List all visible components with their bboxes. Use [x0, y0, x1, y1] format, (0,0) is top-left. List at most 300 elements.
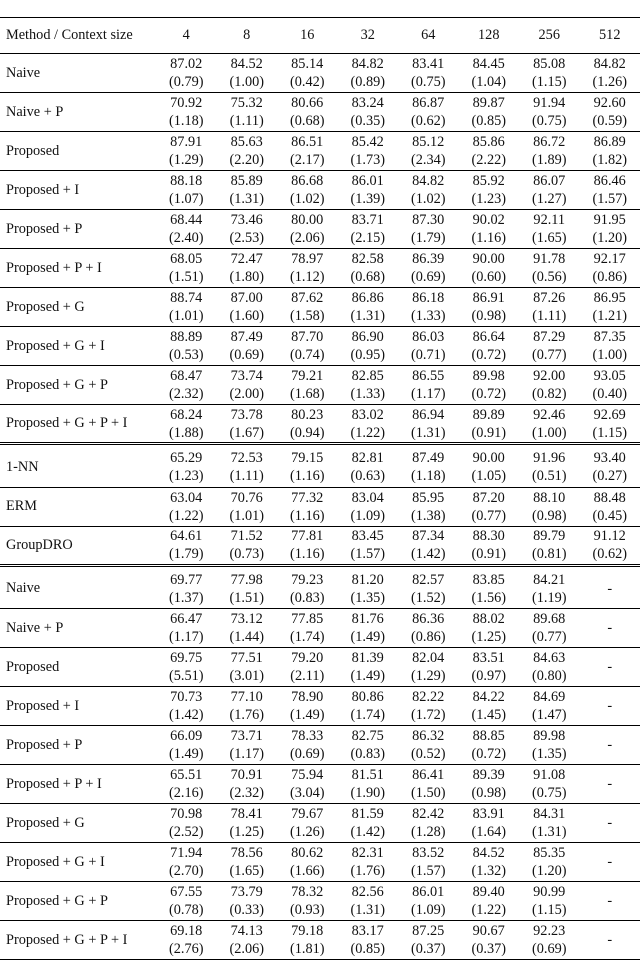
mean-accuracy: 75.32: [230, 95, 263, 111]
result-cell: [338, 448, 399, 487]
mean-accuracy: 82.22: [412, 689, 445, 705]
mean-accuracy: 91.78: [533, 251, 566, 267]
std-deviation: (0.42): [289, 74, 325, 90]
table-row: [0, 609, 640, 648]
table-row: [0, 327, 640, 366]
std-deviation: (1.11): [229, 468, 264, 485]
mean-accuracy: 86.07: [533, 173, 566, 189]
mean-accuracy: 84.52: [230, 56, 263, 72]
result-cell: [519, 210, 580, 249]
result-cell: [519, 171, 580, 210]
result-cell: [217, 921, 278, 960]
result-cell: [519, 93, 580, 132]
result-cell: [277, 921, 338, 960]
std-deviation: (0.89): [350, 74, 386, 90]
std-deviation: (1.25): [471, 629, 507, 645]
result-cell: [519, 405, 580, 444]
result-cell: [459, 526, 520, 565]
mean-accuracy: 82.04: [412, 650, 445, 666]
result-cell: [277, 249, 338, 288]
result-cell: [156, 804, 217, 843]
table-row: [0, 210, 640, 249]
mean-accuracy: 78.56: [230, 845, 263, 861]
method-name: Naive: [0, 570, 156, 609]
mean-accuracy: 82.81: [351, 450, 384, 467]
std-deviation: (2.32): [229, 785, 265, 801]
mean-accuracy: 79.18: [291, 923, 324, 939]
result-cell: [217, 171, 278, 210]
std-deviation: (0.53): [168, 347, 204, 363]
result-cell: [459, 765, 520, 804]
std-deviation: (1.74): [289, 629, 325, 645]
std-deviation: (0.80): [531, 668, 567, 684]
result-cell: [519, 570, 580, 609]
std-deviation: (1.01): [168, 308, 204, 324]
result-cell: [338, 921, 399, 960]
mean-accuracy: -: [607, 776, 613, 792]
std-deviation: (1.44): [229, 629, 265, 645]
result-cell: [398, 210, 459, 249]
mean-accuracy: 69.18: [170, 923, 203, 939]
mean-accuracy: 73.78: [230, 406, 263, 423]
mean-accuracy: 70.76: [230, 489, 263, 506]
result-cell: [338, 726, 399, 765]
std-deviation: (1.89): [531, 152, 567, 168]
std-deviation: (1.79): [168, 546, 204, 562]
mean-accuracy: 86.68: [291, 173, 324, 189]
result-cell: [277, 687, 338, 726]
mean-accuracy: 84.82: [351, 56, 384, 72]
mean-accuracy: 92.60: [593, 95, 626, 111]
result-cell: [459, 726, 520, 765]
context-size-header: 512: [580, 18, 640, 54]
std-deviation: (2.11): [290, 668, 325, 684]
mean-accuracy: 80.86: [351, 689, 384, 705]
mean-accuracy: 89.98: [472, 368, 505, 384]
result-cell: [459, 448, 520, 487]
std-deviation: (0.56): [531, 269, 567, 285]
mean-accuracy: 86.64: [472, 329, 505, 345]
mean-accuracy: 71.94: [170, 845, 203, 861]
mean-accuracy: 86.91: [472, 290, 505, 306]
std-deviation: (1.29): [168, 152, 204, 168]
std-deviation: (1.33): [410, 308, 446, 324]
result-cell: [156, 132, 217, 171]
method-name: Proposed + I: [0, 687, 156, 726]
std-deviation: (1.09): [350, 507, 386, 524]
std-deviation: (1.02): [289, 191, 325, 207]
std-deviation: (1.21): [592, 308, 628, 324]
result-cell: [519, 648, 580, 687]
result-cell: [217, 132, 278, 171]
table-row: [0, 648, 640, 687]
result-cell: [217, 843, 278, 882]
mean-accuracy: 81.76: [351, 611, 384, 627]
table-row: [0, 487, 640, 526]
mean-accuracy: 64.61: [170, 528, 203, 544]
result-cell: [338, 210, 399, 249]
mean-accuracy: 87.29: [533, 329, 566, 345]
mean-accuracy: 91.12: [593, 528, 626, 544]
mean-accuracy: 87.25: [412, 923, 445, 939]
mean-accuracy: 86.01: [412, 884, 445, 900]
std-deviation: (1.58): [289, 308, 325, 324]
mean-accuracy: 82.31: [351, 845, 384, 861]
mean-accuracy: 90.00: [472, 450, 505, 467]
method-name: Proposed + G + P + I: [0, 405, 156, 444]
result-cell: [338, 648, 399, 687]
result-cell: [398, 487, 459, 526]
result-cell: [459, 648, 520, 687]
std-deviation: (1.65): [229, 863, 265, 879]
std-deviation: (0.86): [410, 629, 446, 645]
mean-accuracy: 90.67: [472, 923, 505, 939]
result-cell: [580, 288, 640, 327]
mean-accuracy: 86.46: [593, 173, 626, 189]
result-cell: [156, 210, 217, 249]
result-cell: [580, 448, 640, 487]
method-name: Proposed + G: [0, 804, 156, 843]
table-group: [0, 54, 640, 444]
result-cell: [459, 210, 520, 249]
mean-accuracy: 92.69: [593, 406, 626, 423]
result-cell: [580, 132, 640, 171]
std-deviation: (0.83): [289, 589, 325, 606]
std-deviation: (0.62): [592, 546, 628, 562]
mean-accuracy: 83.04: [351, 489, 384, 506]
result-cell: [338, 54, 399, 93]
mean-accuracy: 81.51: [351, 767, 384, 783]
result-cell: [217, 54, 278, 93]
table-row: [0, 804, 640, 843]
mean-accuracy: 77.81: [291, 528, 324, 544]
std-deviation: (1.81): [289, 941, 325, 957]
result-cell: [277, 327, 338, 366]
std-deviation: (1.68): [289, 386, 325, 402]
mean-accuracy: 86.94: [412, 406, 445, 423]
result-cell: [277, 54, 338, 93]
result-cell: [277, 843, 338, 882]
std-deviation: (0.75): [531, 785, 567, 801]
result-cell: [580, 93, 640, 132]
mean-accuracy: 69.77: [170, 571, 203, 588]
mean-accuracy: 89.39: [472, 767, 505, 783]
result-cell: [277, 765, 338, 804]
std-deviation: (0.37): [410, 941, 446, 957]
std-deviation: (0.97): [471, 668, 507, 684]
result-cell: [217, 648, 278, 687]
std-deviation: (1.31): [531, 824, 567, 840]
result-cell: [519, 366, 580, 405]
result-cell: [459, 288, 520, 327]
mean-accuracy: 85.08: [533, 56, 566, 72]
result-cell: [398, 843, 459, 882]
table-group: [0, 448, 640, 565]
result-cell: [459, 327, 520, 366]
std-deviation: (1.01): [229, 507, 265, 524]
std-deviation: (0.69): [229, 347, 265, 363]
std-deviation: (1.15): [531, 902, 567, 918]
table-row: [0, 570, 640, 609]
mean-accuracy: 82.85: [351, 368, 384, 384]
mean-accuracy: 85.35: [533, 845, 566, 861]
result-cell: [277, 405, 338, 444]
mean-accuracy: 86.87: [412, 95, 445, 111]
std-deviation: (0.33): [229, 902, 265, 918]
mean-accuracy: 88.02: [472, 611, 505, 627]
std-deviation: (1.74): [350, 707, 386, 723]
std-deviation: (1.27): [531, 191, 567, 207]
mean-accuracy: 86.89: [593, 134, 626, 150]
mean-accuracy: 86.86: [351, 290, 384, 306]
std-deviation: (0.72): [471, 347, 507, 363]
result-cell: [217, 526, 278, 565]
std-deviation: (0.94): [289, 424, 325, 441]
std-deviation: (1.67): [229, 424, 265, 441]
std-deviation: (1.17): [168, 629, 204, 645]
result-cell: [519, 843, 580, 882]
result-cell: [217, 405, 278, 444]
method-name: Proposed + G + P + I: [0, 921, 156, 960]
result-cell: [338, 804, 399, 843]
result-cell: [580, 765, 640, 804]
std-deviation: (1.31): [350, 308, 386, 324]
mean-accuracy: 65.29: [170, 450, 203, 467]
mean-accuracy: 88.10: [533, 489, 566, 506]
result-cell: [580, 526, 640, 565]
std-deviation: (1.23): [168, 468, 204, 485]
std-deviation: (1.42): [168, 707, 204, 723]
mean-accuracy: 79.21: [291, 368, 324, 384]
result-cell: [580, 804, 640, 843]
std-deviation: (1.50): [410, 785, 446, 801]
result-cell: [459, 843, 520, 882]
table-row: [0, 843, 640, 882]
mean-accuracy: 70.91: [230, 767, 263, 783]
mean-accuracy: 77.98: [230, 571, 263, 588]
std-deviation: (1.32): [471, 863, 507, 879]
std-deviation: (1.16): [289, 507, 325, 524]
result-cell: [156, 487, 217, 526]
result-cell: [338, 570, 399, 609]
mean-accuracy: 90.02: [472, 212, 505, 228]
mean-accuracy: 65.51: [170, 767, 203, 783]
std-deviation: (1.49): [350, 668, 386, 684]
mean-accuracy: 78.90: [291, 689, 324, 705]
result-cell: [580, 327, 640, 366]
std-deviation: (1.18): [168, 113, 204, 129]
result-cell: [398, 804, 459, 843]
mean-accuracy: 93.40: [593, 450, 626, 467]
result-cell: [580, 726, 640, 765]
result-cell: [156, 405, 217, 444]
mean-accuracy: 85.12: [412, 134, 445, 150]
result-cell: [217, 448, 278, 487]
std-deviation: (2.17): [289, 152, 325, 168]
table-row: [0, 288, 640, 327]
std-deviation: (1.88): [168, 424, 204, 441]
mean-accuracy: 79.20: [291, 650, 324, 666]
mean-accuracy: 86.36: [412, 611, 445, 627]
std-deviation: (0.72): [471, 386, 507, 402]
std-deviation: (2.70): [168, 863, 204, 879]
method-name: GroupDRO: [0, 526, 156, 565]
mean-accuracy: 73.71: [230, 728, 263, 744]
std-deviation: (1.47): [531, 707, 567, 723]
result-cell: [217, 366, 278, 405]
mean-accuracy: 71.52: [230, 528, 263, 544]
mean-accuracy: 74.13: [230, 923, 263, 939]
result-cell: [459, 366, 520, 405]
result-cell: [156, 366, 217, 405]
std-deviation: (1.17): [229, 746, 265, 762]
result-cell: [156, 171, 217, 210]
result-cell: [519, 526, 580, 565]
context-size-header: 32: [338, 18, 399, 54]
result-cell: [398, 726, 459, 765]
result-cell: [277, 171, 338, 210]
result-cell: [459, 171, 520, 210]
std-deviation: (1.12): [289, 269, 325, 285]
std-deviation: (0.69): [531, 941, 567, 957]
mean-accuracy: 80.62: [291, 845, 324, 861]
std-deviation: (2.53): [229, 230, 265, 246]
std-deviation: (1.45): [471, 707, 507, 723]
mean-accuracy: 86.90: [351, 329, 384, 345]
method-column-header: Method / Context size: [0, 18, 156, 54]
std-deviation: (1.64): [471, 824, 507, 840]
mean-accuracy: 63.04: [170, 489, 203, 506]
result-cell: [338, 288, 399, 327]
result-cell: [519, 249, 580, 288]
result-cell: [156, 288, 217, 327]
mean-accuracy: 72.47: [230, 251, 263, 267]
std-deviation: (2.40): [168, 230, 204, 246]
result-cell: [338, 249, 399, 288]
mean-accuracy: 90.00: [472, 251, 505, 267]
mean-accuracy: 70.73: [170, 689, 203, 705]
mean-accuracy: 66.47: [170, 611, 203, 627]
result-cell: [519, 687, 580, 726]
mean-accuracy: 84.31: [533, 806, 566, 822]
result-cell: [580, 366, 640, 405]
result-cell: [217, 726, 278, 765]
std-deviation: (1.04): [471, 74, 507, 90]
mean-accuracy: 85.95: [412, 489, 445, 506]
table-row: [0, 132, 640, 171]
result-cell: [580, 171, 640, 210]
mean-accuracy: 83.91: [472, 806, 505, 822]
std-deviation: (3.04): [289, 785, 325, 801]
mean-accuracy: 78.97: [291, 251, 324, 267]
result-cell: [156, 54, 217, 93]
result-cell: [580, 843, 640, 882]
std-deviation: (0.82): [531, 386, 567, 402]
result-cell: [459, 804, 520, 843]
mean-accuracy: 92.46: [533, 406, 566, 423]
result-cell: [338, 765, 399, 804]
result-cell: [156, 327, 217, 366]
result-cell: [217, 882, 278, 921]
mean-accuracy: 92.00: [533, 368, 566, 384]
result-cell: [156, 726, 217, 765]
result-cell: [580, 210, 640, 249]
mean-accuracy: 82.56: [351, 884, 384, 900]
std-deviation: (0.77): [471, 507, 507, 524]
std-deviation: (1.20): [531, 863, 567, 879]
std-deviation: (1.90): [350, 785, 386, 801]
mean-accuracy: 87.34: [412, 528, 445, 544]
std-deviation: (1.25): [229, 824, 265, 840]
mean-accuracy: 88.85: [472, 728, 505, 744]
mean-accuracy: -: [607, 854, 613, 870]
std-deviation: (0.45): [592, 507, 628, 524]
result-cell: [217, 327, 278, 366]
result-cell: [338, 327, 399, 366]
mean-accuracy: 77.85: [291, 611, 324, 627]
mean-accuracy: 87.30: [412, 212, 445, 228]
mean-accuracy: 79.67: [291, 806, 324, 822]
method-name: Proposed + P + I: [0, 765, 156, 804]
std-deviation: (2.20): [229, 152, 265, 168]
method-name: Proposed: [0, 648, 156, 687]
std-deviation: (0.51): [531, 468, 567, 485]
std-deviation: (0.91): [471, 424, 507, 441]
result-cell: [459, 405, 520, 444]
result-cell: [338, 843, 399, 882]
std-deviation: (0.27): [592, 468, 628, 485]
mean-accuracy: 90.99: [533, 884, 566, 900]
result-cell: [277, 570, 338, 609]
std-deviation: (1.65): [531, 230, 567, 246]
std-deviation: (1.31): [410, 424, 446, 441]
context-size-header: 16: [277, 18, 338, 54]
result-cell: [519, 288, 580, 327]
std-deviation: (1.28): [410, 824, 446, 840]
mean-accuracy: 72.53: [230, 450, 263, 467]
std-deviation: (1.51): [229, 589, 265, 606]
std-deviation: (0.52): [410, 746, 446, 762]
mean-accuracy: 92.11: [533, 212, 566, 228]
context-size-header: 64: [398, 18, 459, 54]
mean-accuracy: 82.58: [351, 251, 384, 267]
table-row: [0, 171, 640, 210]
std-deviation: (1.76): [350, 863, 386, 879]
std-deviation: (0.75): [410, 74, 446, 90]
result-cell: [277, 93, 338, 132]
mean-accuracy: 84.21: [533, 571, 566, 588]
mean-accuracy: 77.10: [230, 689, 263, 705]
std-deviation: (1.23): [471, 191, 507, 207]
std-deviation: (2.16): [168, 785, 204, 801]
std-deviation: (0.81): [531, 546, 567, 562]
result-cell: [580, 487, 640, 526]
mean-accuracy: 91.95: [593, 212, 626, 228]
mean-accuracy: 69.75: [170, 650, 203, 666]
mean-accuracy: -: [607, 580, 613, 597]
mean-accuracy: 89.68: [533, 611, 566, 627]
std-deviation: (0.60): [471, 269, 507, 285]
mean-accuracy: 84.69: [533, 689, 566, 705]
std-deviation: (0.79): [168, 74, 204, 90]
std-deviation: (1.72): [410, 707, 446, 723]
result-cell: [217, 249, 278, 288]
std-deviation: (1.22): [471, 902, 507, 918]
mean-accuracy: 86.95: [593, 290, 626, 306]
mean-accuracy: 77.32: [291, 489, 324, 506]
mean-accuracy: 67.55: [170, 884, 203, 900]
mean-accuracy: 80.66: [291, 95, 324, 111]
